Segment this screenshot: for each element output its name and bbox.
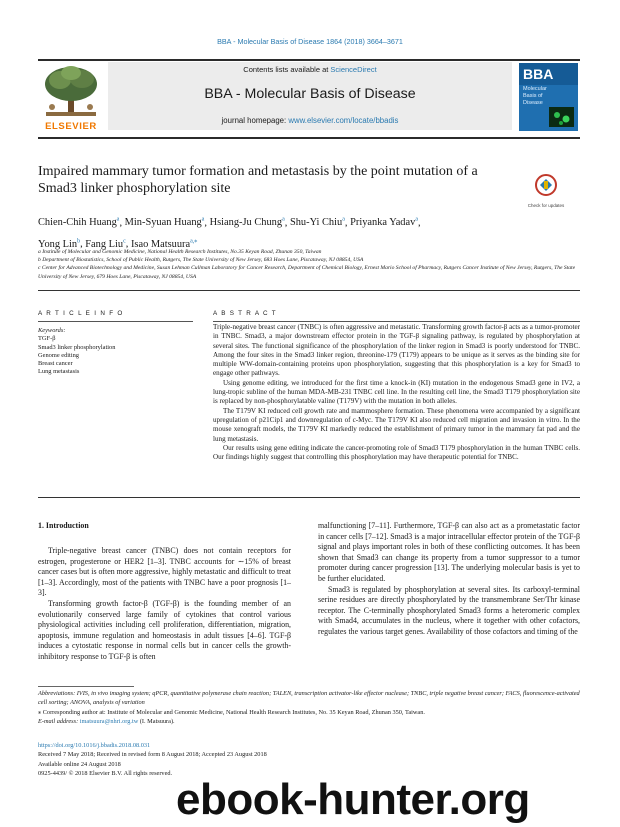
author[interactable]: Min-Syuan Huang$^a$ xyxy=(124,217,205,229)
journal-title: BBA - Molecular Basis of Disease xyxy=(204,86,416,102)
received-dates: Received 7 May 2018; Received in revised form 8 August 2018; Accepted 23 August 2018 xyxy=(38,751,267,759)
publication-info xyxy=(38,741,338,778)
keyword: Breast cancer xyxy=(38,360,73,368)
online-date: Available online 24 August 2018 xyxy=(38,760,121,768)
affiliation-rule xyxy=(38,290,580,291)
copyright-line: 0925-4439/ © 2018 Elsevier B.V. All rights reserved. xyxy=(38,769,173,777)
abstract-paragraph: Triple-negative breast cancer (TNBC) is often aggressive and metastatic. Transforming growth factor-β acts as a tumor-promoter in TNBC. Smad3, a major downstream effector protein in the TGF-β signaling pathway, is regulated by phosphorylation at several sites. The functional significance of the phosphorylation of the linker region in Smad3 is poorly understood for TNBC. Among the four sites in the Smad3 linker region, threonine-179 (T179) appears to be unique as it serves as the binding site for multiple WW-domain-containing proteins upon phosphorylation, suggesting that this phosphorylation is a key for Smad3 to engage other pathways. xyxy=(213,323,580,378)
body-column-right xyxy=(318,521,580,638)
svg-text:Basis of: Basis of xyxy=(523,93,543,99)
journal-cover-icon xyxy=(519,63,578,131)
footnote-rule xyxy=(38,686,134,687)
running-head[interactable]: BBA - Molecular Basis of Disease 1864 (2018) 3664–3671 xyxy=(217,37,403,46)
author[interactable]: Yong Lin$^b$ xyxy=(38,238,81,250)
abstract-rule xyxy=(213,321,580,322)
abstract-body xyxy=(213,323,580,462)
svg-text:BBA: BBA xyxy=(523,66,554,82)
article-info-rule xyxy=(38,321,193,322)
affiliations xyxy=(38,248,578,281)
affiliation-b: b Department of Biostatistics, School of Public Health, Rutgers, The State University of New Jersey, 683 Hoes Lane, Piscataway, NJ 08854, USA xyxy=(38,257,364,264)
author[interactable]: Fang Liu$^c$ xyxy=(85,238,126,250)
author[interactable]: Hsiang-Ju Chung$^a$ xyxy=(209,217,285,229)
body-paragraph: malfunctioning [7–11]. Furthermore, TGF-β can also act as a prometastatic factor in cancer cells [7–12]. Smad3 is a major intracellular effector protein of the TGF-β signal and plays important roles in both of these conflicting outcomes. It has been shown that Smad3 can change its property from a tumor suppressor to a tumor promoter during cancer progression [13]. The underlying molecular basis is yet to be further elucidated. xyxy=(318,521,580,583)
email-suffix: (I. Matsuura). xyxy=(139,717,175,725)
keywords-label: Keywords: xyxy=(38,327,66,334)
body-paragraph: Smad3 is regulated by phosphorylation at several sites. Its carboxyl-terminal serine residues are directly phosphorylated by the transmembrane Ser/Thr kinase receptor. The C-terminally phosphorylated Smad3 forms a heteromeric complex with Smad4, accumulates in the nucleus, where it together with other cofactors, regulates the various target genes. Availability of those cofactors and timing of the xyxy=(318,584,580,636)
homepage-link[interactable]: www.elsevier.com/locate/bbadis xyxy=(288,116,399,125)
homepage-prefix: journal homepage: xyxy=(221,116,287,125)
abstract-paragraph: Using genome editing, we introduced for the first time a knock-in (KI) mutation in the endogenous Smad3 gene in IV2, a lung-tropic subline of the human MDA-MB-231 TNBC cell line. In the resulting cell line, the Smad3 T179 phosphorylation site is replaced by non-phosphorylatable valine (T179V) with the mutation in both alleles. xyxy=(213,378,580,406)
elsevier-tree-icon xyxy=(38,64,104,120)
footnotes xyxy=(38,689,580,726)
introduction-heading: 1. Introduction xyxy=(38,521,89,530)
crossmark-badge[interactable] xyxy=(527,174,565,208)
body-paragraph: Transforming growth factor-β (TGF-β) is the founding member of an evolutionarily conserved large family of cytokines that control various physiological activities including cell proliferation, differentiation, migration, apoptosis, immune regulation and homeostasis in adult tissues [4–6]. TGF-β induces a cytostatic response in normal cells but in cancer cells the growth-inhibitory response to TGF-β is often xyxy=(38,598,291,661)
author[interactable]: Priyanka Yadav$^a$ xyxy=(350,217,418,229)
author[interactable]: Isao Matsuura$^{a,⁎}$ xyxy=(130,238,198,250)
keywords-block xyxy=(38,327,198,377)
journal-cover-image[interactable] xyxy=(519,63,578,131)
corresponding-author-note: ⁎ Corresponding author at: Institute of Molecular and Genomic Medicine, National Health Research Institutes, No. 35 Keyan Road, Zhunan 350, Taiwan. xyxy=(38,708,425,716)
keyword: Lung metastasis xyxy=(38,368,80,376)
masthead-top-rule xyxy=(38,59,580,61)
abbreviations-note: Abbreviations: IVIS, in vivo imaging system; qPCR, quantitative polymerase chain reaction; TALEN, transcription activator-like effector nuclease; TNBC, triple negative breast cancer; FACS, fluorescence-activated cell sorting; ANOVA, analysis of variation xyxy=(38,690,580,707)
author-list: Chien-Chih Huang$^a$, Min-Syuan Huang$^a$, Hsiang-Ju Chung$^a$, Shu-Yi Chiu$^a$, Priyanka Yadav$^a$, Yong Lin$^b$, Fang Liu$^c$, Isao Matsuura$^{a,⁎}$ xyxy=(38,217,421,250)
keyword: TGF-β xyxy=(38,335,56,343)
abstract-paragraph: The T179V KI reduced cell growth rate and mammosphere formation. These phenomena were accompanied by a significant upregulation of p21Cip1 and downregulation of c-Myc. The T179V KI also reduced cell migration and invasion in vitro. In the mouse xenograft models, the T179V KI markedly reduced the establishment of primary tumor in the mammary fat pad and the lung metastasis. xyxy=(213,406,580,443)
affiliation-a: a Institute of Molecular and Genomic Medicine, National Health Research Institutes, No.35 Keyan Road, Zhunan 350, Taiwan xyxy=(38,249,322,255)
author[interactable]: Shu-Yi Chiu$^a$ xyxy=(289,217,345,229)
crossmark-icon xyxy=(527,174,565,200)
article-title: Impaired mammary tumor formation and metastasis by the point mutation of a Smad3 linker phosphorylation site xyxy=(38,164,478,196)
author[interactable]: Chien-Chih Huang$^a$ xyxy=(38,217,120,229)
journal-homepage xyxy=(108,116,512,125)
sciencedirect-link[interactable]: ScienceDirect xyxy=(330,65,377,74)
email-link[interactable]: imatsuura@nhri.org.tw xyxy=(79,717,139,725)
abstract-bottom-rule xyxy=(38,497,580,498)
watermark-text: ebook-hunter.org xyxy=(176,775,530,824)
affiliation-c: c Center for Advanced Biotechnology and Medicine, Susan Lehman Cullman Laboratory for Cancer Research, Department of Chemical Biology, Ernest Mario School of Pharmacy, Rutgers Cancer Institute of New Jersey, Rutgers, The State University of New Jersey, 679 Hoes Lane, Piscataway, NJ 08854, USA xyxy=(38,265,576,280)
svg-text:Disease: Disease xyxy=(523,100,543,106)
keyword: Smad3 linker phosphorylation xyxy=(38,343,116,351)
body-paragraph: Triple-negative breast cancer (TNBC) does not contain receptors for estrogen, progesterone or HER2 [1–3]. TNBC accounts for ∼15% of breast cancer cases but is often more aggressive, highly metastatic and difficult to treat [1–3]. Accordingly, most of the patients with TNBC have a poor prognosis [1–3]. xyxy=(38,546,291,598)
keyword: Genome editing xyxy=(38,351,79,359)
elsevier-wordmark: ELSEVIER xyxy=(45,121,97,132)
doi-link[interactable]: https://doi.org/10.1016/j.bbadis.2018.08.031 xyxy=(38,742,151,749)
svg-text:Molecular: Molecular xyxy=(523,86,547,92)
masthead-bottom-rule xyxy=(38,137,580,139)
contents-line xyxy=(108,65,512,74)
abstract-paragraph: Our results using gene editing indicate the cancer-promoting role of Smad3 T179 phosphorylation in the human TNBC cells. Our findings highly suggest that controlling this phosphorylation may have therapeutic potential for TNBC. xyxy=(213,443,580,462)
contents-prefix: Contents lists available at xyxy=(243,65,329,74)
abstract-heading: A B S T R A C T xyxy=(213,310,277,317)
email-label: E-mail address: xyxy=(38,717,79,725)
crossmark-label: Check for updates xyxy=(527,203,565,208)
article-info-heading: A R T I C L E I N F O xyxy=(38,310,124,317)
body-column-left xyxy=(38,546,291,663)
email-line xyxy=(38,717,580,726)
